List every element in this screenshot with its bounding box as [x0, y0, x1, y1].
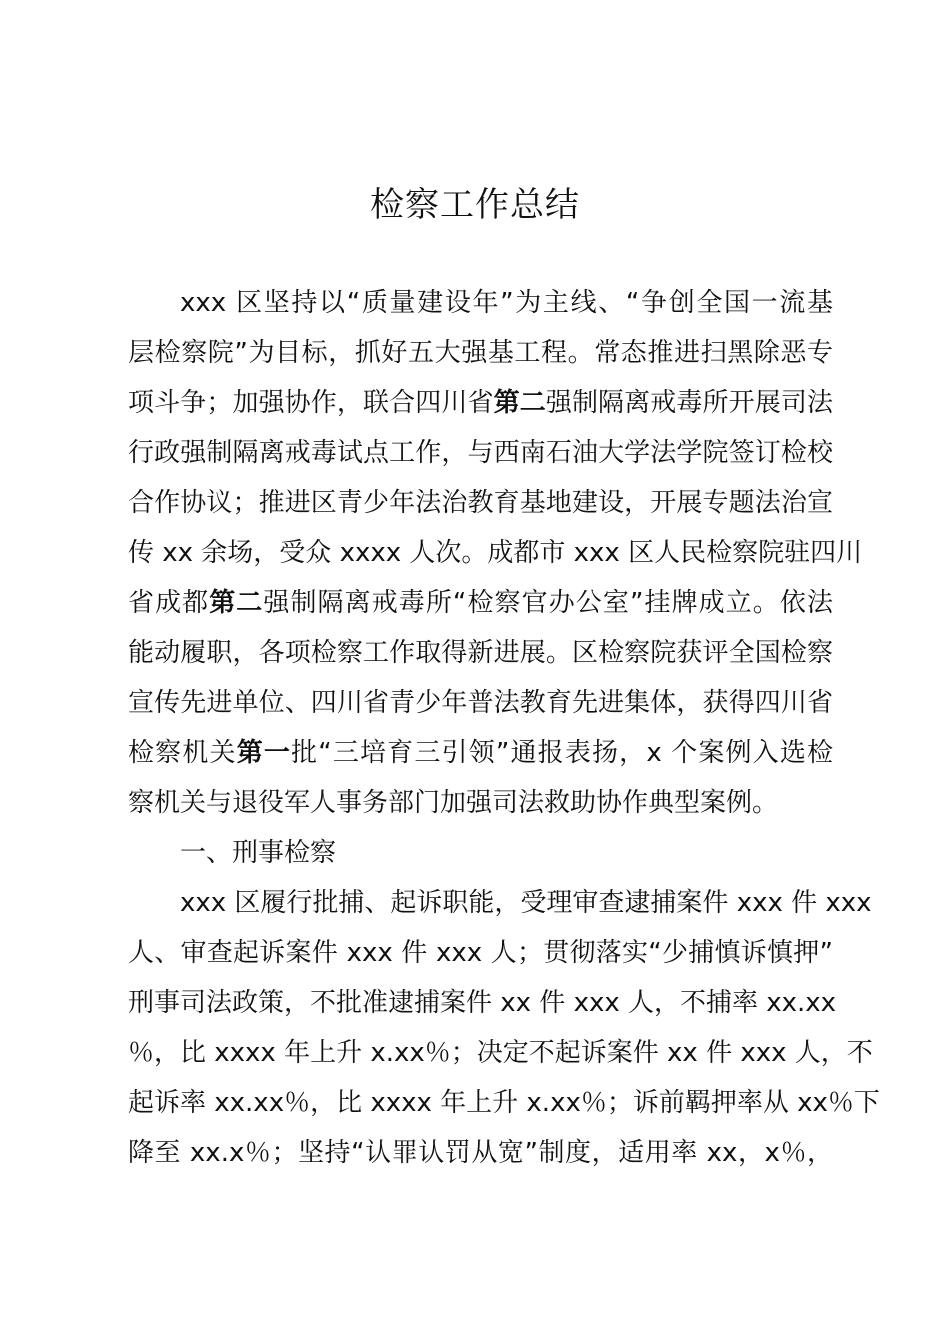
section-heading: 一、刑事检察 [180, 838, 337, 868]
criminal-prosecution-paragraph [128, 878, 880, 1178]
text-run: 检察机关 [128, 738, 237, 768]
paragraph-line: 降至 xx.x％；坚持“认罪认罚从宽”制度，适用率 xx，x％， [128, 1138, 833, 1168]
paragraph-line: xxx 区履行批捕、起诉职能，受理审查逮捕案件 xxx 件 xxx [180, 888, 872, 918]
text-run: 批“三培育三引领”通报表扬，x 个案例入选检 [291, 738, 833, 768]
paragraph-line: 刑事司法政策，不批准逮捕案件 xx 件 xxx 人，不捕率 xx.xx [128, 988, 837, 1018]
document-body [128, 278, 880, 1178]
text-run: 省成都 [128, 588, 210, 618]
text-run: 强制隔离戒毒所“检察官办公室”挂牌成立。依法 [263, 588, 833, 618]
bold-text: 第二 [209, 588, 264, 618]
paragraph-line: 行政强制隔离戒毒试点工作，与西南石油大学法学院签订检校 [128, 438, 833, 468]
document-title: 检察工作总结 [370, 185, 580, 225]
paragraph-line: xxx 区坚持以“质量建设年”为主线、“争创全国一流基 [180, 288, 833, 318]
paragraph-line: ％，比 xxxx 年上升 x.xx％；决定不起诉案件 xx 件 xxx 人，不 [128, 1038, 873, 1068]
paragraph-line: 起诉率 xx.xx％，比 xxxx 年上升 x.xx％；诉前羁押率从 xx％下 [128, 1088, 880, 1118]
paragraph-line: 人、审查起诉案件 xxx 件 xxx 人；贯彻落实“少捕慎诉慎押” [128, 938, 833, 968]
paragraph-line [128, 728, 833, 778]
text-run: 强制隔离戒毒所开展司法 [545, 388, 833, 418]
paragraph-line [128, 578, 833, 628]
paragraph-line: 合作协议；推进区青少年法治教育基地建设，开展专题法治宣 [128, 488, 833, 518]
paragraph-line [128, 378, 833, 428]
paragraph-line: 能动履职，各项检察工作取得新进展。区检察院获评全国检察 [128, 638, 833, 668]
text-run: 项斗争；加强协作，联合四川省 [128, 388, 494, 418]
paragraph-line: 层检察院”为目标，抓好五大强基工程。常态推进扫黑除恶专 [128, 338, 833, 368]
bold-text: 第一 [236, 738, 292, 768]
paragraph-line: 传 xx 余场，受众 xxxx 人次。成都市 xxx 区人民检察院驻四川 [128, 538, 863, 568]
paragraph-line: 宣传先进单位、四川省青少年普法教育先进集体，获得四川省 [128, 688, 833, 718]
bold-text: 第二 [493, 388, 546, 418]
intro-paragraph [128, 278, 863, 828]
paragraph-line: 察机关与退役军人事务部门加强司法救助协作典型案例。 [128, 788, 779, 818]
